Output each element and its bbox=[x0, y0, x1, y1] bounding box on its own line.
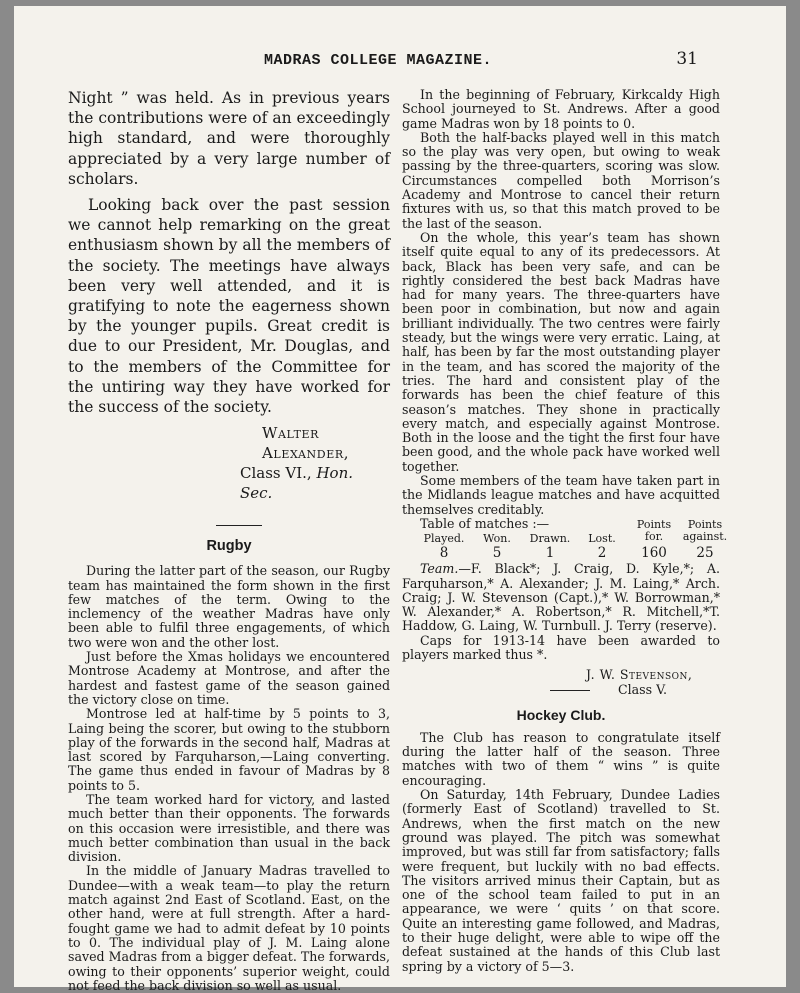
table-cell: 1 bbox=[545, 545, 555, 562]
table-cell: 8 bbox=[439, 545, 449, 562]
signature-role: Hon. Sec. bbox=[240, 464, 354, 503]
signature-class-text: Class VI., bbox=[240, 464, 312, 483]
running-title: MADRAS COLLEGE MAGAZINE. bbox=[264, 52, 493, 69]
team-list bbox=[402, 562, 720, 662]
paragraph: Caps for 1913-14 have been awarded to players marked thus *. bbox=[402, 632, 720, 662]
paragraph bbox=[402, 562, 720, 633]
paragraph: Montrose led at half-time by 5 points to 3, Laing being the scorer, but owing to the stubborn play of the forwards in the second half, Madras at last scored by Farquharson,—Laing converting. The game thus ended in favour of Madras by 8 points to 5. bbox=[68, 706, 390, 793]
signature-class: Class V. bbox=[618, 681, 667, 697]
society-report bbox=[68, 88, 390, 417]
signature-block bbox=[68, 423, 390, 503]
hockey-heading: Hockey Club. bbox=[516, 706, 606, 723]
table-header: Points for. bbox=[636, 518, 672, 544]
right-column bbox=[402, 87, 728, 974]
paragraph: On the whole, this year’s team has shown itself quite equal to any of its predecessors. At back, Black has been very safe, and can be rightly considered the best back Madras have had for many years. The three-quarters have been poor in combination, but now and again brilliant individually. The two centres were fairly steady, but the wings were very erratic. Laing, at half, has been by far the most outstanding player in the team, and has scored the majority of the tries. The hard and consistent play of the forwards has been the chief feature of this season’s matches. They shone in practically every match, and especially against Montrose. Both in the loose and the tight the first four have been good, and the whole pack have worked well together. bbox=[402, 229, 720, 474]
team-label: Team. bbox=[420, 561, 459, 577]
table-header: Won. bbox=[483, 532, 511, 546]
table-cell: 25 bbox=[696, 545, 714, 562]
page-header bbox=[14, 49, 786, 76]
rugby-report bbox=[68, 564, 390, 993]
page-number: 31 bbox=[676, 49, 698, 69]
hockey-report bbox=[402, 731, 720, 974]
table-header: Lost. bbox=[588, 532, 616, 546]
section-divider bbox=[550, 690, 590, 691]
paragraph: During the latter part of the season, our Rugby team has maintained the form shown in the first few matches of the term. Owing to the inclemency of the weather Madras have only been able to fulfil three engagements, of which two were won and the other lost. bbox=[68, 563, 390, 650]
signature-block bbox=[402, 668, 720, 697]
paragraph: Night ” was held. As in previous years the contributions were of an exceedingly high standard, and were thoroughly appreciated by a very large number of scholars. bbox=[68, 89, 390, 188]
table-cell: 5 bbox=[492, 545, 502, 562]
signature-line bbox=[402, 683, 720, 697]
table-cell: 160 bbox=[641, 545, 667, 562]
signature-name: Walter Alexander, bbox=[262, 424, 350, 463]
paragraph: Just before the Xmas holidays we encountered Montrose Academy at Montrose, and after the hardest and fastest game of the season gained the victory close on time. bbox=[68, 649, 390, 707]
paragraph: In the middle of January Madras travelled to Dundee—with a weak team—to play the return match against 2nd East of Scotland. East, on the other hand, were at full strength. After a hard-fought game we had to admit defeat by 10 points to 0. The individual play of J. M. Laing alone saved Madras from a bigger defeat. The forwards, owing to their opponents’ superior weight, could not feed the back division so well as usual. bbox=[68, 863, 390, 993]
table-header: Played. bbox=[423, 532, 465, 546]
table-intro: Table of matches :— bbox=[420, 515, 550, 531]
section-divider bbox=[216, 525, 262, 526]
paragraph: Both the half-backs played well in this match so the play was very open, but owing to weak passing by the three-quarters, scoring was slow. Circumstances compelled both Morrison’s Academy and Montrose to cancel their return fixtures with us, so that this match proved to be the last of the season. bbox=[402, 129, 720, 231]
left-column bbox=[68, 88, 390, 993]
paragraph: The team worked hard for victory, and lasted much better than their opponents. The forwards on this occasion were irresistible, and there was much better combination than usual in the back division. bbox=[68, 792, 390, 865]
paragraph: The Club has reason to congratulate itself during the latter half of the season. Three matches with two of them “ wins ” is quite encouraging. bbox=[402, 729, 720, 788]
paragraph: Looking back over the past session we cannot help remarking on the great enthusiasm shown by all the members of the society. The meetings have always been very well attended, and it is gratifying to note the eagerness shown by the younger pupils. Great credit is due to our President, Mr. Douglas, and to the members of the Committee for the untiring way they have worked for the success of the society. bbox=[68, 196, 390, 417]
paragraph: Some members of the team have taken part in the Midlands league matches and have acquitted themselves creditably. bbox=[402, 473, 720, 517]
table-header: Points against. bbox=[682, 518, 728, 544]
rugby-report-continued bbox=[402, 88, 720, 531]
team-names: —F. Black*; J. Craig, D. Kyle,*; A. Farquharson,* A. Alexander; J. M. Laing,* Arch. Craig; J. W. Stevenson (Capt.),* W. Borrowman,* W. Alexander,* A. Robertson,* R. Mitchell,*T. Haddow, G. Laing, W. Turnbull. J. Terry (reserve). bbox=[402, 561, 720, 634]
signature-name: J. W. Stevenson, bbox=[586, 667, 693, 683]
table-cell: 2 bbox=[597, 545, 607, 562]
paragraph: On Saturday, 14th February, Dundee Ladies (formerly East of Scotland) travelled to St. Andrews, when the first match on the new ground was played. The pitch was somewhat improved, but was still far from satisfactory; falls were frequent, but luckily with no bad effects. The visitors arrived minus their Captain, but as one of the school team failed to put in an appearance, we were ‘ quits ’ on that score. Quite an interesting game followed, and Madras, to their huge delight, were able to wipe off the defeat sustained at the hands of this Club last spring by a victory of 5—3. bbox=[402, 787, 720, 974]
signature-class bbox=[240, 463, 390, 503]
rugby-heading: Rugby bbox=[206, 538, 252, 555]
magazine-page bbox=[14, 6, 786, 993]
paragraph: In the beginning of February, Kirkcaldy High School journeyed to St. Andrews. After a good game Madras won by 18 points to 0. bbox=[402, 87, 720, 131]
table-header: Drawn. bbox=[529, 532, 571, 546]
